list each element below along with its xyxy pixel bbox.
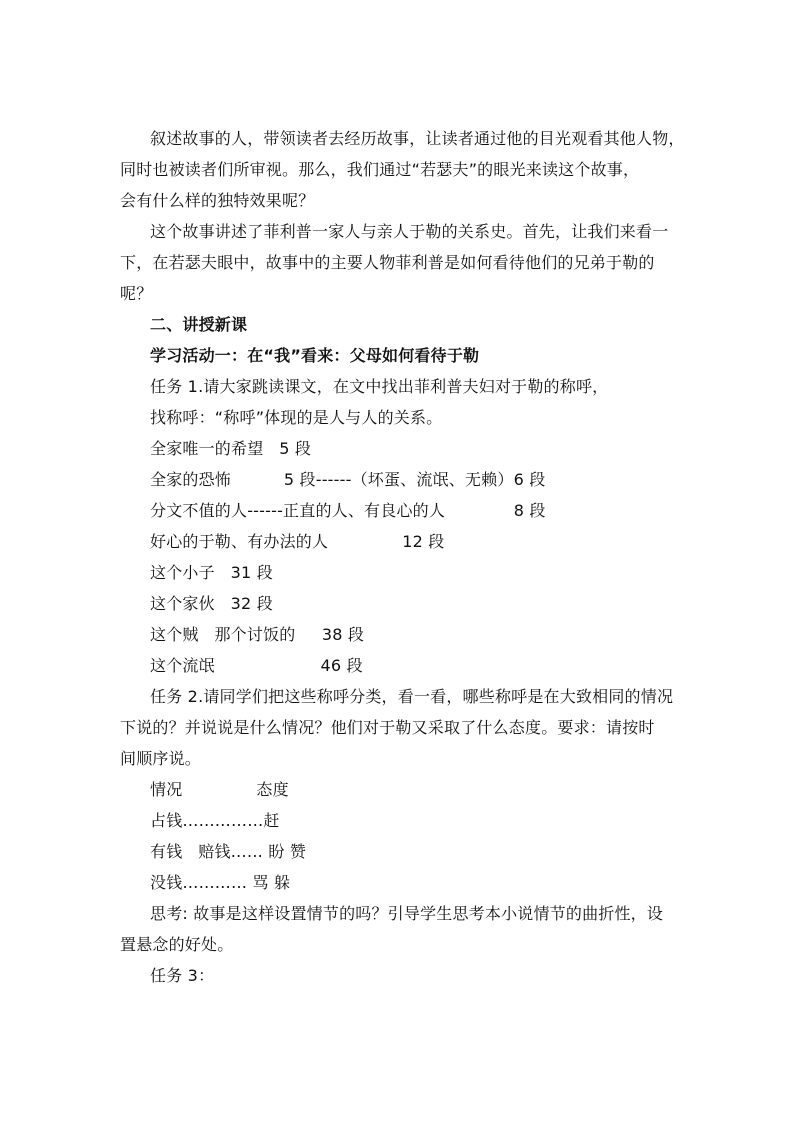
activity-title: 学习活动一：在“我”看来：父母如何看待于勒 <box>150 346 480 365</box>
situation-attitude-header: 情况 态度 <box>150 780 289 799</box>
situation-attitude-row: 有钱 赔钱…… 盼 赞 <box>150 842 307 861</box>
task2-line-3: 间顺序说。 <box>120 749 202 768</box>
address-item: 好心的于勒、有办法的人 12 段 <box>150 532 445 551</box>
think-line-1: 思考: 故事是这样设置情节的吗？引导学生思考本小说情节的曲折性，设 <box>150 904 664 923</box>
intro-paragraph-1-line-2: 同时也被读者们所审视。那么，我们通过“若瑟夫”的眼光来读这个故事， <box>120 160 640 179</box>
section-title: 二、讲授新课 <box>150 315 248 334</box>
intro-paragraph-2-line-1: 这个故事讲述了菲利普一家人与亲人于勒的关系史。首先，让我们来看一 <box>150 222 669 241</box>
address-item: 这个小子 31 段 <box>150 563 273 582</box>
task3-label: 任务 3： <box>150 966 215 985</box>
address-item: 全家的恐怖 5 段------（坏蛋、流氓、无赖）6 段 <box>150 470 546 489</box>
task2-line-2: 下说的？并说说是什么情况？他们对于勒又采取了什么态度。要求：请按时 <box>120 718 655 737</box>
task2-line-1: 任务 2.请同学们把这些称呼分类，看一看，哪些称呼是在大致相同的情况 <box>150 687 674 706</box>
address-item: 这个流氓 46 段 <box>150 656 363 675</box>
intro-paragraph-1-line-1: 叙述故事的人，带领读者去经历故事，让读者通过他的目光观看其他人物， <box>150 129 685 148</box>
intro-paragraph-2-line-2: 下，在若瑟夫眼中，故事中的主要人物菲利普是如何看待他们的兄弟于勒的 <box>120 253 655 272</box>
address-item: 这个贼 那个讨饭的 38 段 <box>150 625 365 644</box>
situation-attitude-row: 没钱………… 骂 躲 <box>150 873 291 892</box>
task1-line-1: 任务 1.请大家跳读课文，在文中找出菲利普夫妇对于勒的称呼， <box>150 377 609 396</box>
intro-paragraph-1-line-3: 会有什么样的独特效果呢？ <box>120 191 315 210</box>
situation-attitude-row: 占钱……………赶 <box>150 811 280 830</box>
think-line-2: 置悬念的好处。 <box>120 935 234 954</box>
intro-paragraph-2-line-3: 呢？ <box>120 284 153 303</box>
address-item: 全家唯一的希望 5 段 <box>150 439 312 458</box>
address-item: 分文不值的人------正直的人、有良心的人 8 段 <box>150 501 546 520</box>
address-item: 这个家伙 32 段 <box>150 594 273 613</box>
task1-line-2: 找称呼：“称呼”体现的是人与人的关系。 <box>150 408 443 427</box>
